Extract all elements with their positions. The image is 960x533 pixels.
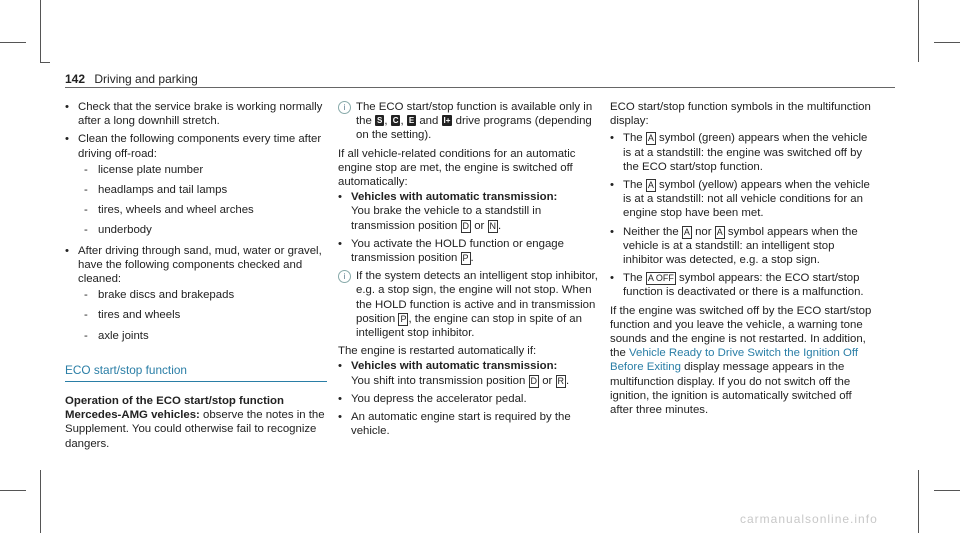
page-number: 142: [65, 72, 86, 86]
sub-item: - tires, wheels and wheel arches: [78, 203, 327, 217]
crop-mark: [40, 0, 41, 62]
list-item: • The A symbol (yellow) appears when the vehicle is at a standstill: not all vehicle conditions for an engine stop have been met.: [610, 178, 872, 221]
crop-mark: [0, 490, 26, 491]
crop-mark: [934, 42, 960, 43]
page-header: [65, 72, 198, 86]
eco-off-icon: A OFF: [647, 273, 674, 284]
watermark: carmanualsonline.info: [740, 512, 878, 526]
crop-mark: [934, 490, 960, 491]
section-heading: ECO start/stop function: [65, 363, 327, 382]
paragraph: ECO start/stop function symbols in the multifunction display:: [610, 101, 871, 128]
crop-mark: [918, 470, 919, 533]
eco-yellow-icon: A: [716, 226, 723, 237]
list-item: • An automatic engine start is required by the vehicle.: [338, 410, 600, 438]
column-1: [65, 100, 327, 451]
sub-item: - axle joints: [78, 329, 327, 343]
key-p-icon: P: [462, 253, 469, 264]
sub-item: - brake discs and brakepads: [78, 288, 327, 302]
key-c-icon: C: [392, 116, 399, 126]
mamg-note: Mercedes-AMG vehicles: observe the notes in the Supplement. You could otherwise fail to recognize dangers.: [65, 409, 325, 450]
list-item: • Check that the service brake is working normally after a long downhill stretch.: [65, 100, 327, 128]
sub-item: - tires and wheels: [78, 308, 327, 322]
eco-yellow-icon: A: [647, 180, 654, 191]
info-icon: i: [338, 270, 351, 283]
crop-mark: [0, 42, 26, 43]
key-p-icon: P: [400, 313, 407, 324]
sub-item: - underbody: [78, 223, 327, 237]
column-2: [338, 100, 600, 442]
paragraph: The engine is restarted automatically if:: [338, 345, 537, 358]
paragraph: If all vehicle-related conditions for an automatic engine stop are met, the engine is switched off automatically:: [338, 147, 576, 189]
list-item: • You activate the HOLD function or engage transmission position P .: [338, 237, 600, 265]
key-e-icon: E: [408, 116, 415, 126]
crop-mark: [40, 62, 50, 63]
info-note: i If the system detects an intelligent stop inhibitor, e.g. a stop sign, the engine will not stop. When the HOLD function is active and in transmission position P , the engine can stop in spite of an intelligent stop inhibitor.: [338, 269, 600, 340]
paragraph: If the engine was switched off by the ECO start/stop function and you leave the vehicle, a warning tone sounds and the engine is not restarted. In addition, the Vehicle Ready to Drive Switch the Ignition Off Before Exiting display message appears in the multifunction display. If you do not switch off the ignition, the ignition is automatically switched off after three minutes.: [610, 304, 872, 417]
list-item: • You depress the accelerator pedal.: [338, 392, 600, 406]
sub-item: - license plate number: [78, 163, 327, 177]
info-note: i The ECO start/stop function is available only in the S , C , E and I+ drive programs (depending on the setting).: [338, 100, 600, 143]
list-item: • Neither the A nor A symbol appears when the vehicle is at a standstill: an intelligent stop inhibitor was detected, e.g. a stop sign.: [610, 225, 872, 268]
header-rule: [65, 87, 895, 88]
key-r-icon: R: [557, 375, 564, 386]
key-s-icon: S: [377, 116, 383, 126]
crop-mark: [918, 0, 919, 62]
info-icon: i: [338, 101, 351, 114]
crop-mark: [40, 470, 41, 533]
sub-item: - headlamps and tail lamps: [78, 183, 327, 197]
list-item: • Vehicles with automatic transmission: You brake the vehicle to a standstill in transmission position D or N .: [338, 190, 600, 233]
key-n-icon: N: [489, 220, 497, 231]
section-title: Driving and parking: [94, 72, 198, 86]
key-d-icon: D: [462, 220, 470, 231]
list-item: • Vehicles with automatic transmission: You shift into transmission position D or R .: [338, 359, 600, 387]
list-item: • After driving through sand, mud, water or gravel, have the following components checked and cleaned: - brake discs and brakepads - tires and wheels - axle joints: [65, 244, 327, 343]
key-i-icon: I+: [443, 116, 451, 126]
list-item: • The A symbol (green) appears when the vehicle is at a standstill: the engine was switched off by the ECO start/stop function.: [610, 131, 872, 174]
eco-green-icon: A: [647, 133, 654, 144]
list-item: • Clean the following components every time after driving off-road: - license plate number - headlamps and tail lamps - tires, wheels and wheel arches - underbody: [65, 132, 327, 237]
eco-green-icon: A: [683, 226, 690, 237]
key-d-icon: D: [530, 375, 538, 386]
display-message: Vehicle Ready to Drive Switch the Ignition Off Before Exiting: [610, 347, 859, 374]
sub-heading: Operation of the ECO start/stop function: [65, 395, 284, 408]
column-3: [610, 100, 872, 417]
list-item: • The A OFF symbol appears: the ECO start/stop function is deactivated or there is a malfunction.: [610, 271, 872, 299]
